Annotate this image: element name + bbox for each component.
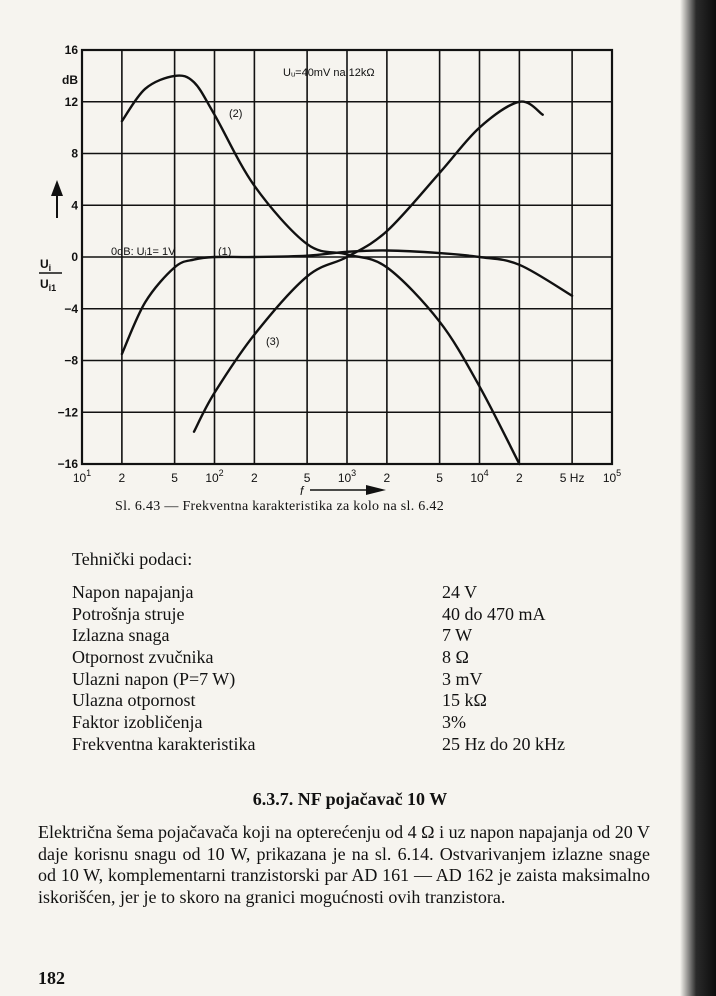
- spec-label: Potrošnja struje: [72, 603, 185, 624]
- spec-row: [72, 669, 632, 691]
- specs-heading: Tehnički podaci:: [72, 549, 193, 569]
- spec-label: Faktor izobličenja: [72, 712, 203, 733]
- spec-label: Napon napajanja: [72, 582, 194, 602]
- specs-table: [72, 582, 632, 756]
- page-number: 182: [38, 968, 65, 988]
- scan-edge-shadow: [680, 0, 716, 996]
- x-axis-label: f: [300, 484, 304, 498]
- condition-annotation: Uᵤ=40mV na 12kΩ: [283, 67, 375, 79]
- spec-row: [72, 712, 632, 734]
- spec-row: [72, 625, 632, 647]
- body-paragraph: Električna šema pojačavača koji na opterećenju od 4 Ω i uz napon napajanja od 20 V daje korisnu snagu od 10 W, prikazana je na sl. 6.14. Ostvarivanjem izlazne snage od 10 W, komplementarni tranzistorski par AD 161 — AD 162 je zaista maksimalno iskorišćen, jer je to skoro na granici mogućnosti ovih tranzistora.: [38, 822, 650, 908]
- curve-3-label: (3): [266, 336, 280, 348]
- spec-label: Otpornost zvučnika: [72, 647, 214, 668]
- spec-row: [72, 690, 632, 712]
- spec-value: 3%: [442, 712, 466, 733]
- y-axis-arrow-head: [51, 180, 63, 196]
- section-title: 6.3.7. NF pojačavač 10 W: [252, 789, 448, 809]
- x-axis-arrow-head: [366, 485, 386, 495]
- y-tick-label: −16: [57, 457, 78, 471]
- x-tick-label: $10^5$: [602, 468, 622, 485]
- x-tick-label: $10^4$: [470, 468, 489, 485]
- spec-row: [72, 647, 632, 669]
- figure-caption: Sl. 6.43 — Frekventna karakteristika za kolo na sl. 6.42: [115, 499, 445, 514]
- x-tick-label: $10^1$: [72, 468, 92, 485]
- y-tick-label: 4: [71, 198, 78, 213]
- y-tick-label: −12: [57, 405, 78, 420]
- spec-label: Frekventna karakteristika: [72, 733, 256, 754]
- y-tick-label: −8: [64, 353, 78, 368]
- spec-label: Ulazna otpornost: [72, 690, 196, 711]
- y-label-numerator: $U_i$: [40, 257, 52, 273]
- spec-value: 24 V: [442, 582, 478, 602]
- y-tick-labels: [58, 43, 79, 471]
- curve-2-line: [122, 76, 520, 464]
- y-tick-label: 0: [71, 250, 78, 264]
- x-tick-label: 5: [171, 471, 178, 485]
- x-tick-label: 5: [436, 471, 443, 485]
- y-label-denominator: $U_{i1}$: [40, 277, 57, 293]
- curve-1-label: (1): [218, 246, 232, 258]
- spec-value: 15 kΩ: [442, 690, 487, 711]
- spec-row: [72, 604, 632, 626]
- spec-label: Ulazni napon (P=7 W): [72, 668, 236, 689]
- spec-value: 8 Ω: [442, 647, 469, 668]
- spec-value: 25 Hz do 20 kHz: [442, 733, 565, 754]
- y-unit-label: dB: [62, 73, 78, 87]
- y-tick-label: −4: [64, 301, 78, 316]
- x-tick-label: $10^2$: [205, 468, 224, 485]
- y-tick-label: 8: [71, 146, 78, 161]
- x-tick-label: $10^3$: [337, 468, 357, 485]
- x-tick-label: 2: [383, 471, 391, 485]
- spec-row: [72, 582, 632, 604]
- x-tick-label: 2: [251, 471, 258, 485]
- spec-value: 40 do 470 mA: [442, 603, 546, 624]
- curve-2-label: (2): [229, 108, 243, 120]
- x-tick-label: 5: [303, 471, 311, 485]
- x-tick-label: 2: [118, 471, 126, 485]
- reference-annotation: 0dB: Uᵢ1= 1V: [111, 246, 176, 258]
- x-tick-labels: [73, 468, 621, 485]
- x-tick-label: 2: [516, 471, 523, 485]
- spec-value: 7 W: [442, 625, 473, 646]
- frequency-response-chart: [0, 0, 640, 500]
- y-tick-label: 16: [64, 43, 78, 57]
- curve-3-line: [194, 102, 543, 432]
- y-tick-label: 12: [64, 94, 78, 109]
- x-tick-label: 5 Hz: [559, 471, 585, 485]
- spec-value: 3 mV: [442, 668, 483, 689]
- spec-label: Izlazna snaga: [72, 625, 170, 646]
- spec-row: [72, 734, 632, 756]
